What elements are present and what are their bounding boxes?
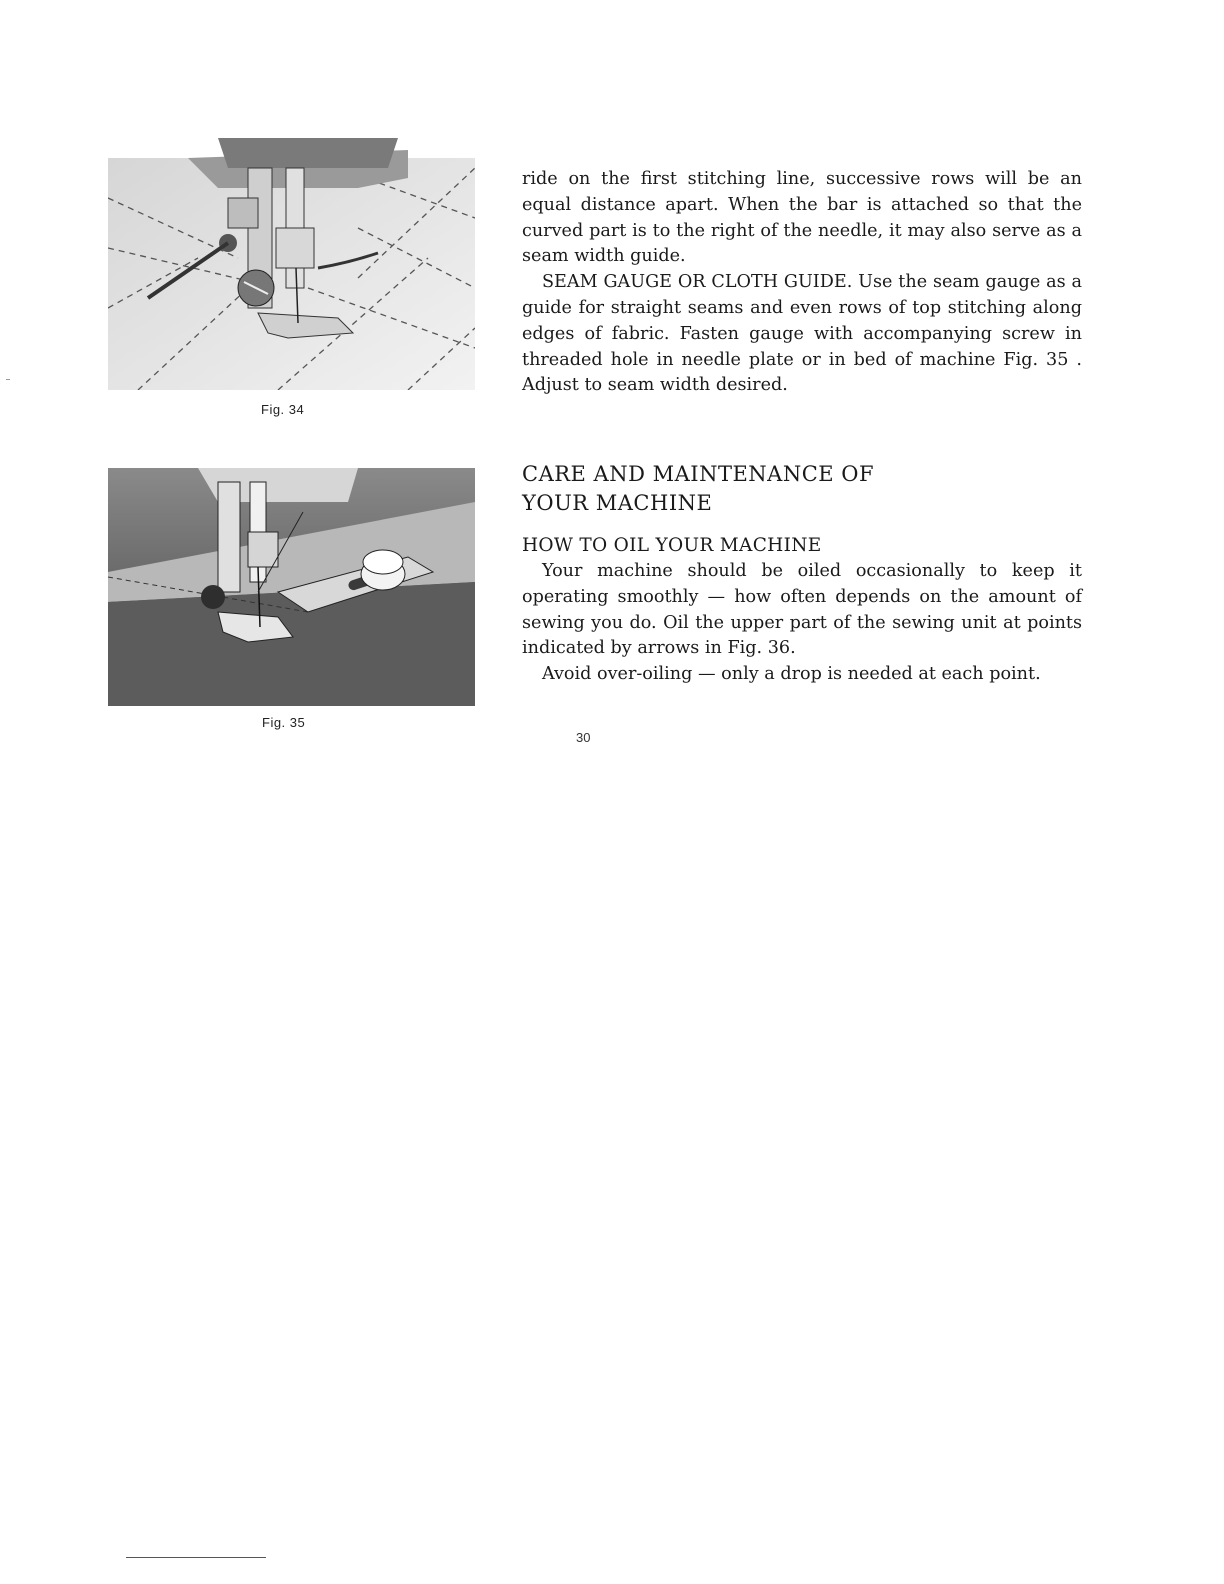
oil-heading: HOW TO OIL YOUR MACHINE xyxy=(522,535,822,556)
care-heading-line-2: YOUR MACHINE xyxy=(522,491,713,515)
figure-35-image xyxy=(108,462,475,706)
figure-34-image xyxy=(108,138,475,390)
figure-34-caption: Fig. 34 xyxy=(261,402,305,417)
text-column-oil xyxy=(522,533,1082,688)
text-column-care xyxy=(522,460,1082,518)
paragraph-continuation: ride on the first stitching line, successive rows will be an equal distance apart. When the bar is attached so that the curved part is to the right of the needle, it may also serve as a seam width guide. xyxy=(522,169,1082,267)
footnote-rule xyxy=(126,1557,266,1558)
scan-artifact xyxy=(6,379,10,380)
care-heading-line-1: CARE AND MAINTENANCE OF xyxy=(522,462,875,486)
paragraph-seam-gauge: SEAM GAUGE OR CLOTH GUIDE. Use the seam gauge as a guide for straight seams and even rows of top stitching along edges of fabric. Fasten gauge with accompanying screw in threaded hole in needle plate or in bed of machine Fig. 35 . Adjust to seam width desired. xyxy=(522,272,1082,396)
paragraph-over-oil: Avoid over-oiling — only a drop is needed at each point. xyxy=(542,664,1041,685)
text-column-top xyxy=(522,167,1082,399)
page-number: 30 xyxy=(576,730,591,745)
figure-35-caption: Fig. 35 xyxy=(262,715,306,730)
paragraph-oil: Your machine should be oiled occasionally to keep it operating smoothly — how often depends on the amount of sewing you do. Oil the upper part of the sewing unit at points indicated by arrows in Fig. 36. xyxy=(522,561,1082,659)
